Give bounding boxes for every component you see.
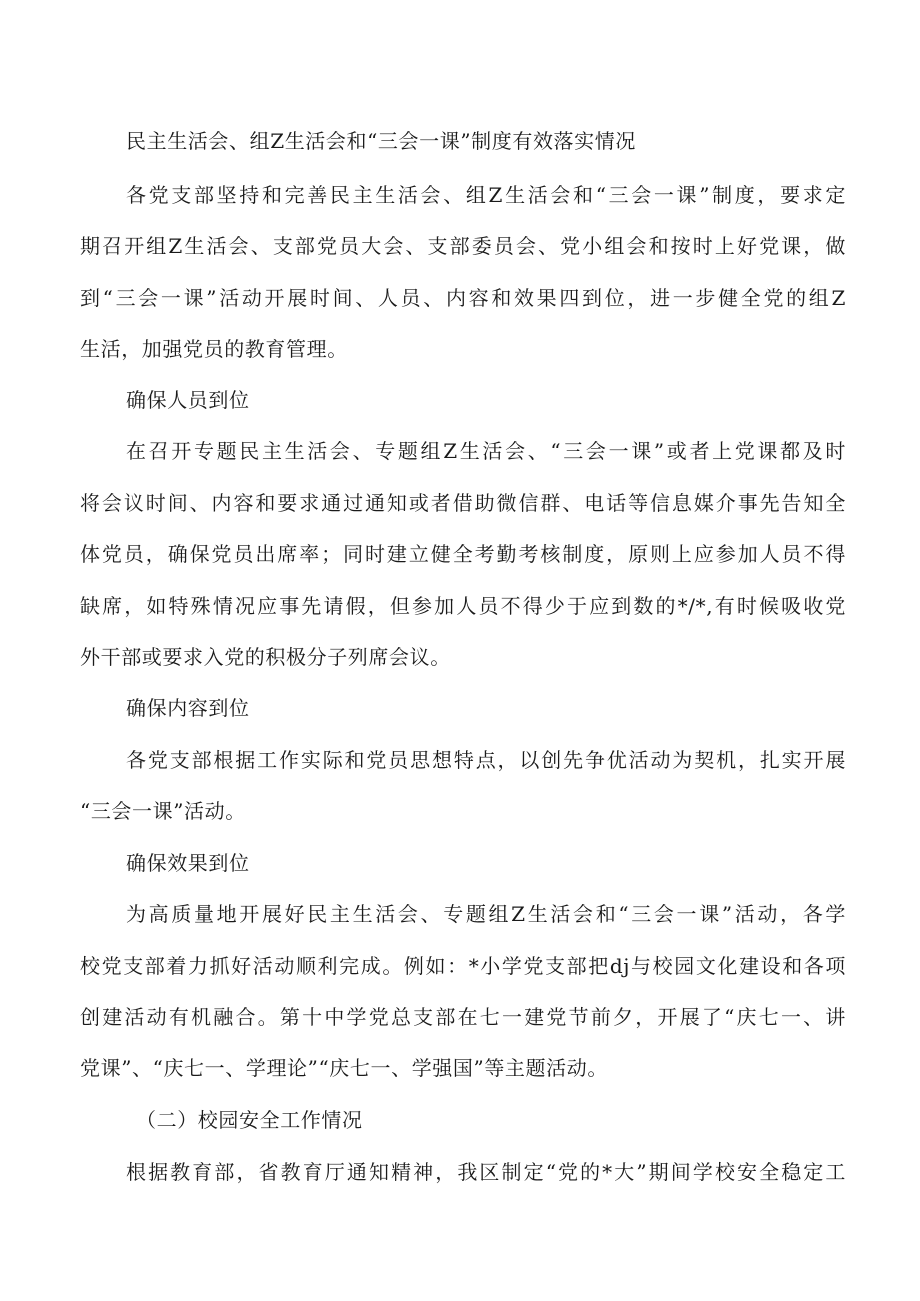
paragraph-line: 体党员，确保党员出席率；同时建立健全考勤考核制度，原则上应参加人员不得 [80,542,846,566]
paragraph-line: 到“三会一课”活动开展时间、人员、内容和效果四到位，进一步健全党的组Z [80,286,846,310]
paragraph-line: 党课”、“庆七一、学理论”“庆七一、学强国”等主题活动。 [80,1056,608,1080]
paragraph-line: 缺席，如特殊情况应事先请假，但参加人员不得少于应到数的*/*,有时候吸收党 [80,594,846,618]
paragraph-line: 各党支部根据工作实际和党员思想特点，以创先争优活动为契机，扎实开展 [126,748,846,772]
paragraph-line: 外干部或要求入党的积极分子列席会议。 [80,645,451,669]
section-heading: （二）校园安全工作情况 [136,1108,363,1132]
paragraph-line: 在召开专题民主生活会、专题组Z生活会、“三会一课”或者上党课都及时 [126,439,846,463]
subheading: 确保内容到位 [126,696,250,720]
subheading: 确保效果到位 [126,851,250,875]
section-heading: 民主生活会、组Z生活会和“三会一课”制度有效落实情况 [126,129,636,153]
paragraph-line: “三会一课”活动。 [80,799,246,823]
paragraph-line: 期召开组Z生活会、支部党员大会、支部委员会、党小组会和按时上好党课，做 [80,234,846,258]
paragraph-line: 将会议时间、内容和要求通过通知或者借助微信群、电话等信息媒介事先告知全 [80,491,846,515]
paragraph-line: 根据教育部，省教育厅通知精神，我区制定“党的*大”期间学校安全稳定工 [126,1160,846,1184]
paragraph-line: 生活，加强党员的教育管理。 [80,337,348,361]
subheading: 确保人员到位 [126,388,250,412]
paragraph-line: 校党支部着力抓好活动顺利完成。例如：*小学党支部把dj与校园文化建设和各项 [80,954,846,978]
paragraph-line: 各党支部坚持和完善民主生活会、组Z生活会和“三会一课”制度，要求定 [126,183,846,207]
paragraph-line: 创建活动有机融合。第十中学党总支部在七一建党节前夕，开展了“庆七一、讲 [80,1005,846,1029]
paragraph-line: 为高质量地开展好民主生活会、专题组Z生活会和“三会一课”活动，各学 [126,902,846,926]
